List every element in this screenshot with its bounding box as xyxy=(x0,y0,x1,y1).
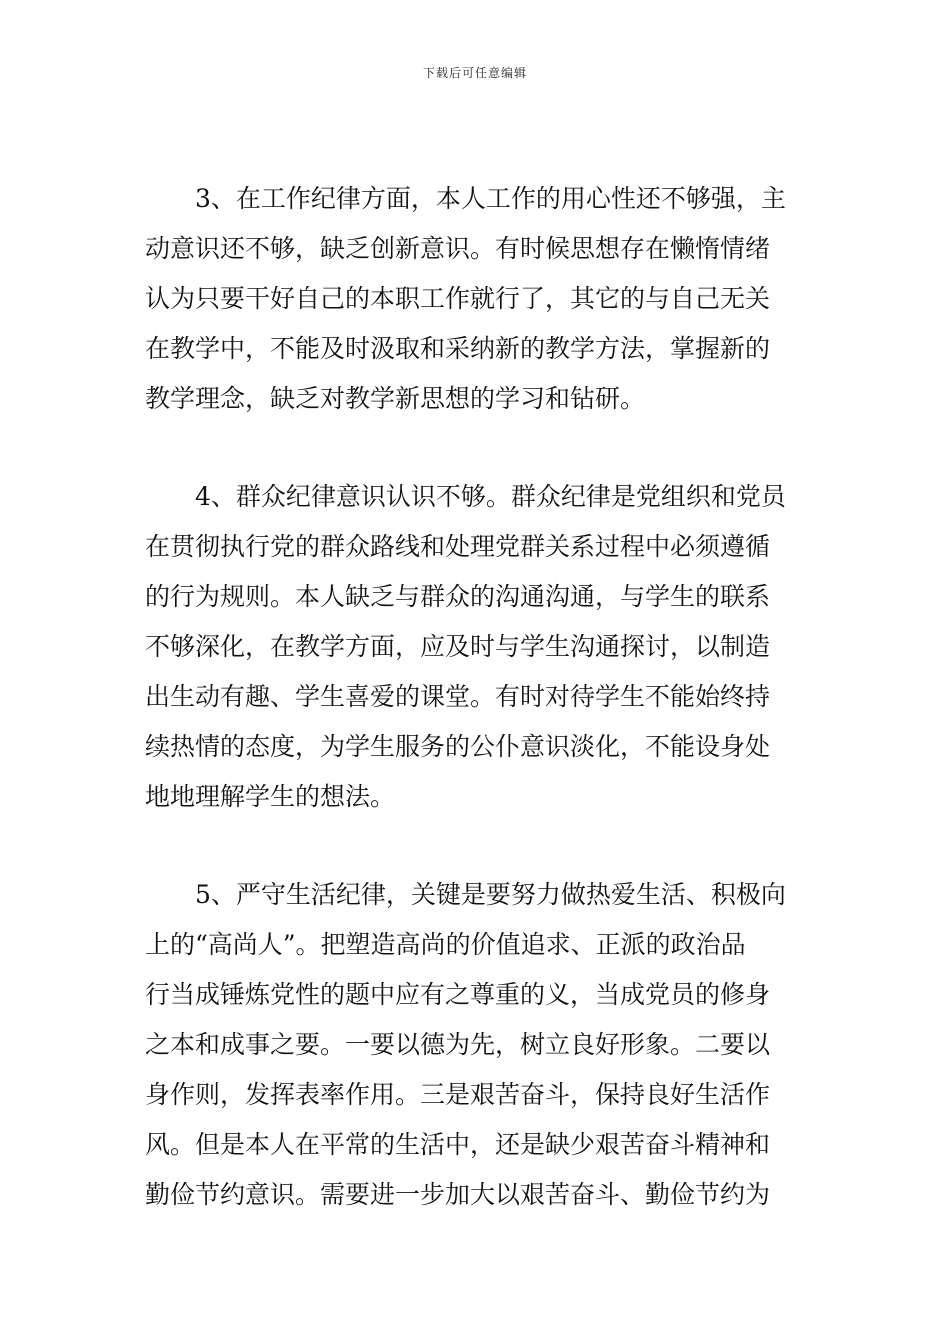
paragraph-4-mass-discipline xyxy=(145,472,810,822)
text-line: 认为只要干好自己的本职工作就行了，其它的与自己无关 xyxy=(145,284,771,313)
text-line: 勤俭节约意识。需要进一步加大以艰苦奋斗、勤俭节约为 xyxy=(145,1180,771,1209)
paragraph-5-life-discipline xyxy=(145,870,810,1220)
paragraph-3-work-discipline xyxy=(145,174,810,424)
text-line: 身作则，发挥表率作用。三是艰苦奋斗，保持良好生活作 xyxy=(145,1080,771,1109)
text-line: 地地理解学生的想法。 xyxy=(145,782,396,811)
text-line: 在贯彻执行党的群众路线和处理党群关系过程中必须遵循 xyxy=(145,532,771,561)
text-line: 在教学中，不能及时汲取和采纳新的教学方法，掌握新的 xyxy=(145,334,771,363)
page-header: 下载后可任意编辑 xyxy=(422,66,527,80)
text-line: 风。但是本人在平常的生活中，还是缺少艰苦奋斗精神和 xyxy=(145,1130,771,1159)
text-line: 4、群众纪律意识认识不够。群众纪律是党组织和党员 xyxy=(195,482,786,511)
text-line: 出生动有趣、学生喜爱的课堂。有时对待学生不能始终持 xyxy=(145,682,771,711)
text-line: 行当成锤炼党性的题中应有之尊重的义，当成党员的修身 xyxy=(145,980,771,1009)
text-line: 教学理念，缺乏对教学新思想的学习和钻研。 xyxy=(145,384,646,413)
text-line: 3、在工作纪律方面，本人工作的用心性还不够强，主 xyxy=(195,184,786,213)
text-line: 的行为规则。本人缺乏与群众的沟通沟通，与学生的联系 xyxy=(145,582,771,611)
text-line: 5、严守生活纪律，关键是要努力做热爱生活、积极向 xyxy=(195,880,786,909)
text-line: 不够深化，在教学方面，应及时与学生沟通探讨，以制造 xyxy=(145,632,771,661)
text-line: 续热情的态度，为学生服务的公仆意识淡化，不能设身处 xyxy=(145,732,771,761)
text-line: 之本和成事之要。一要以德为先，树立良好形象。二要以 xyxy=(145,1030,771,1059)
text-line: 上的“高尚人”。把塑造高尚的价值追求、正派的政治品 xyxy=(145,930,746,959)
text-line: 动意识还不够，缺乏创新意识。有时候思想存在懒惰情绪 xyxy=(145,234,771,263)
